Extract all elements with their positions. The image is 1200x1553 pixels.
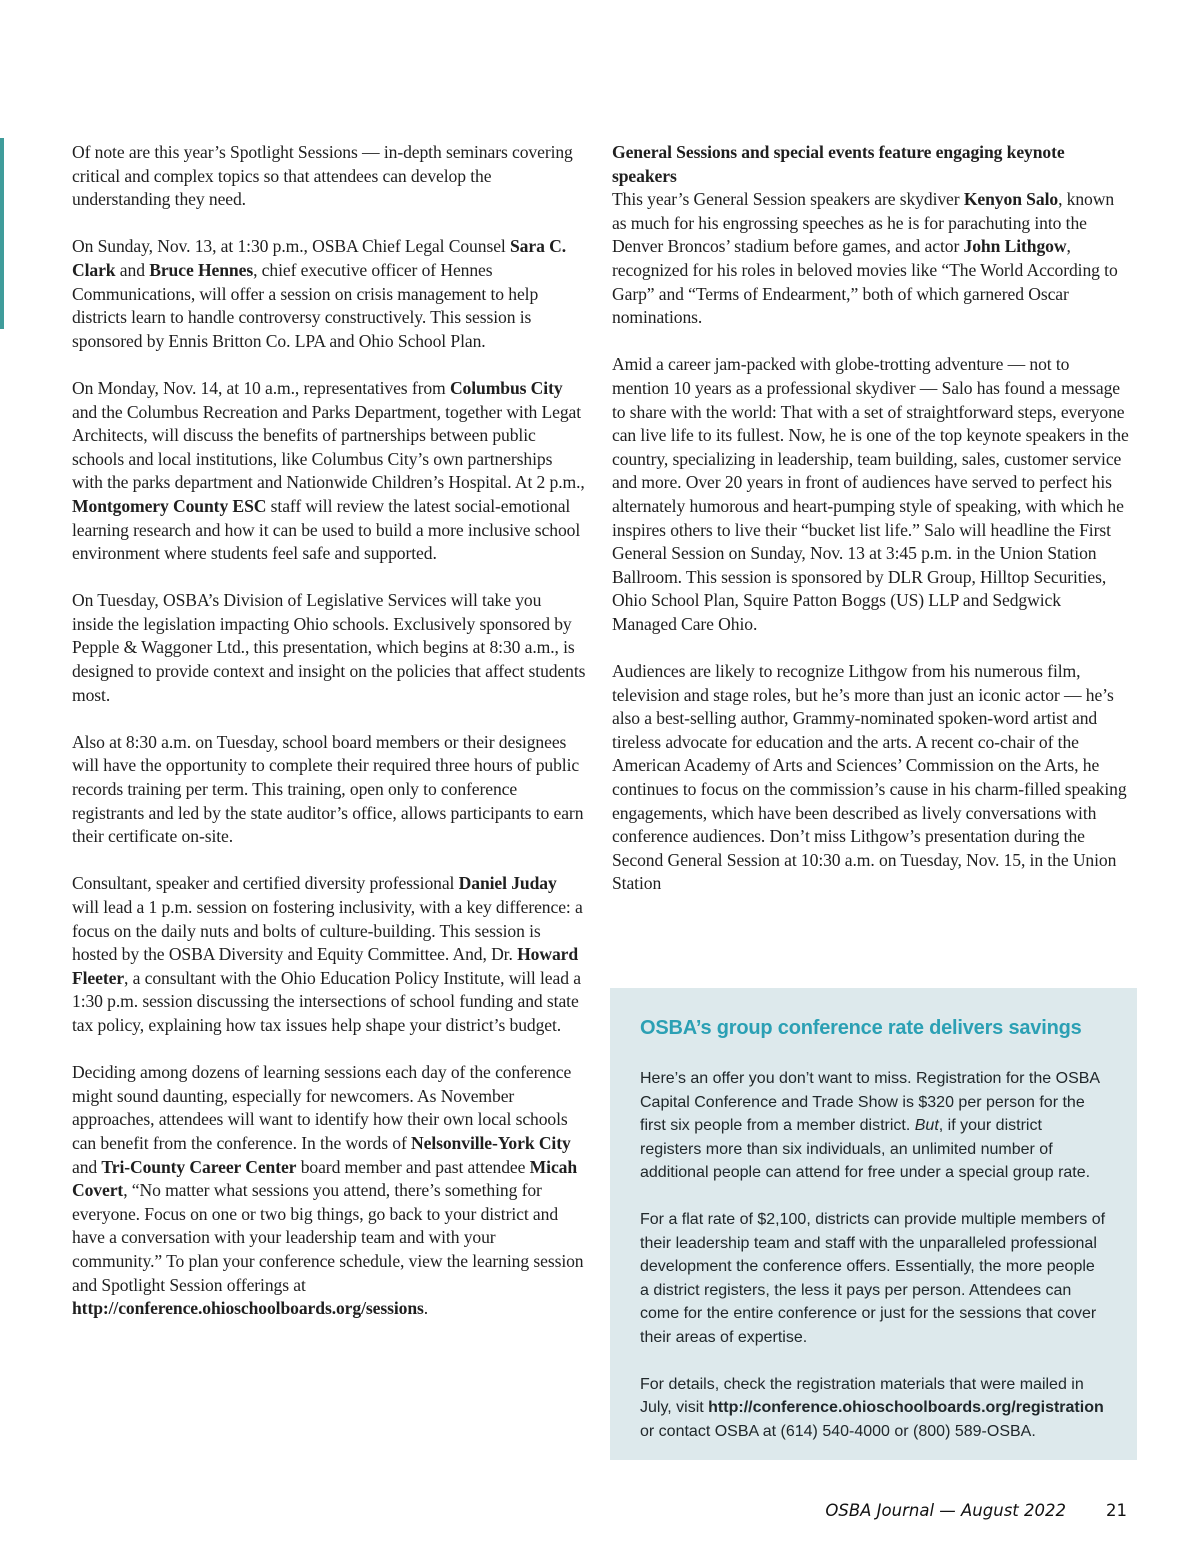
text-run: , known as much for his engrossing speeches as he is for parachuting into the Denver Broncos’ stadium before games, and actor [612, 189, 1115, 257]
text-run: will lead a 1 p.m. session on fostering inclusivity, with a key difference: a focus on the daily nuts and bolts of culture-building. This session is hosted by the OSBA Diversity and Equity Committee. And, Dr. [72, 897, 583, 965]
left-accent-bar [0, 138, 4, 329]
group-rate-callout-box [610, 988, 1137, 1460]
text-run: , if your district registers more than six individuals, an unlimited number of additional people can attend for free under a special group rate. [640, 1117, 1091, 1181]
text-run: But [914, 1117, 939, 1134]
paragraph [72, 141, 586, 212]
left-column [72, 141, 586, 1321]
callout-body [640, 1067, 1107, 1443]
paragraph [612, 660, 1129, 896]
paragraph [640, 1067, 1107, 1185]
text-run: Audiences are likely to recognize Lithgow from his numerous film, television and stage roles, but he’s more than just an iconic actor — he’s also a best-selling author, Grammy-nominated spoken-word artist and tireless advocate for education and the arts. A recent co-chair of the American Academy of Arts and Sciences’ Commission on the Arts, he continues to focus on the commission’s cause in his charm-filled speaking engagements, which have been described as lively conversations with conference audiences. Don’t miss Lithgow’s presentation during the Second General Session at 10:30 a.m. on Tuesday, Nov. 15, in the Union Station [612, 661, 1127, 894]
right-column-text [612, 188, 1129, 896]
paragraph [640, 1373, 1107, 1444]
paragraph [72, 731, 586, 849]
text-run: For details, check the registration materials that were mailed in July, visit [640, 1375, 1084, 1416]
paragraph [72, 1061, 586, 1321]
text-run: Deciding among dozens of learning sessions each day of the conference might sound daunting, especially for newcomers. As November approaches, attendees will want to identify how their own local schools can benefit from the conference. In the words of [72, 1062, 572, 1153]
journal-title: OSBA Journal — August 2022 [825, 1501, 1066, 1520]
page-number: 21 [1106, 1501, 1127, 1520]
text-run: On Sunday, Nov. 13, at 1:30 p.m., OSBA Chief Legal Counsel [72, 236, 510, 257]
text-run: Howard Fleeter [72, 944, 579, 988]
text-run: Micah Covert [72, 1156, 578, 1201]
text-run: board member and past attendee [296, 1156, 530, 1177]
text-run: Of note are this year’s Spotlight Sessions — in-depth seminars covering critical and complex topics so that attendees can develop the understanding they need. [72, 142, 573, 210]
paragraph [612, 188, 1129, 330]
text-run: On Tuesday, OSBA’s Division of Legislative Services will take you inside the legislation impacting Ohio schools. Exclusively sponsored by Pepple & Waggoner Ltd., this presentation, which begins at 8:30 a.m., is designed to provide context and insight on the policies that affect students most. [72, 590, 586, 705]
text-run: Amid a career jam-packed with globe-trotting adventure — not to mention 10 years as a professional skydiver — Salo has found a message to share with the world: That with a set of straightforward steps, everyone can live life to its fullest. Now, he is one of the top keynote speakers in the country, specializing in leadership, team building, sales, customer service and more. Over 20 years in front of audiences have served to perfect his alternately humorous and heart-pumping style of speaking, with which he inspires others to live their “bucket list life.” Salo will headline the First General Session on Sunday, Nov. 13 at 3:45 p.m. in the Union Station Ballroom. This session is sponsored by DLR Group, Hilltop Securities, Ohio School Plan, Squire Patton Boggs (US) LLP and Sedgwick Managed Care Ohio. [612, 354, 1129, 634]
text-run: , “No matter what sessions you attend, there’s something for everyone. Focus on one or two big things, go back to your district and have a conversation with your leadership team and with your community.” To plan your conference schedule, view the learning session and Spotlight Session offerings at [72, 1180, 584, 1295]
text-run: On Monday, Nov. 14, at 10 a.m., representatives from [72, 377, 450, 398]
text-run: and [72, 1156, 102, 1177]
text-run: Bruce Hennes [149, 259, 254, 280]
paragraph [72, 589, 586, 707]
text-run: staff will review the latest social-emotional learning research and how it can be used to build a more inclusive school environment where students feel safe and supported. [72, 495, 581, 564]
paragraph [72, 377, 586, 566]
sessions-url: http://conference.ohioschoolboards.org/sessions [72, 1298, 424, 1319]
text-run: Consultant, speaker and certified diversity professional [72, 873, 459, 894]
text-run: Columbus City [449, 377, 563, 398]
text-run: , a consultant with the Ohio Education Policy Institute, will lead a 1:30 p.m. session discussing the intersections of school funding and state tax policy, explaining how tax issues help shape your district’s budget. [72, 967, 581, 1035]
text-run: and the Columbus Recreation and Parks Department, together with Legat Architects, will discuss the benefits of partnerships between public schools and local institutions, like Columbus City’s own partnerships with the parks department and Nationwide Children’s Hospital. At 2 p.m., [72, 401, 585, 493]
section-heading: General Sessions and special events feature engaging keynote speakers [612, 142, 1065, 186]
text-run: or contact OSBA at (614) 540-4000 or (800) 589-OSBA. [640, 1422, 1036, 1440]
page-footer [825, 1501, 1127, 1520]
callout-title: OSBA’s group conference rate delivers savings [640, 1017, 1082, 1039]
text-run: , chief executive officer of Hennes Communications, will offer a session on crisis management to help districts learn to handle controversy constructively. This session is sponsored by Ennis Britton Co. LPA and Ohio School Plan. [72, 259, 539, 351]
text-run: Daniel Juday [458, 873, 557, 894]
text-run: Also at 8:30 a.m. on Tuesday, school board members or their designees will have the opportunity to complete their required three hours of public records training per term. This training, open only to conference registrants and led by the state auditor’s office, allows participants to earn their certificate on-site. [72, 731, 584, 847]
text-run: . [423, 1298, 429, 1319]
text-run: John Lithgow [963, 236, 1067, 257]
paragraph [612, 353, 1129, 636]
text-run: Kenyon Salo [963, 189, 1059, 210]
paragraph [72, 235, 586, 353]
right-column [612, 141, 1129, 896]
registration-url: http://conference.ohioschoolboards.org/registration [708, 1399, 1104, 1416]
text-run: Sara C. Clark [72, 236, 566, 280]
paragraph [72, 872, 586, 1037]
text-run: This year’s General Session speakers are skydiver [612, 189, 964, 210]
text-run: Montgomery County ESC [72, 495, 267, 516]
paragraph [640, 1208, 1107, 1349]
text-run: and [115, 259, 150, 280]
text-run: Here’s an offer you don’t want to miss. Registration for the OSBA Capital Conference and Trade Show is $320 per person for the first six people from a member district. [640, 1070, 1100, 1134]
text-run: Tri-County Career Center [101, 1156, 297, 1177]
text-run: , recognized for his roles in beloved movies like “The World According to Garp” and “Terms of Endearment,” both of which garnered Oscar nominations. [612, 236, 1118, 328]
text-run: Nelsonville-York City [411, 1132, 571, 1153]
text-run: For a flat rate of $2,100, districts can provide multiple members of their leadership team and staff with the unparalleled professional development the conference offers. Essentially, the more people a district registers, the less it pays per person. Attendees can come for the entire conference or just for the sessions that cover their areas of expertise. [640, 1211, 1106, 1346]
